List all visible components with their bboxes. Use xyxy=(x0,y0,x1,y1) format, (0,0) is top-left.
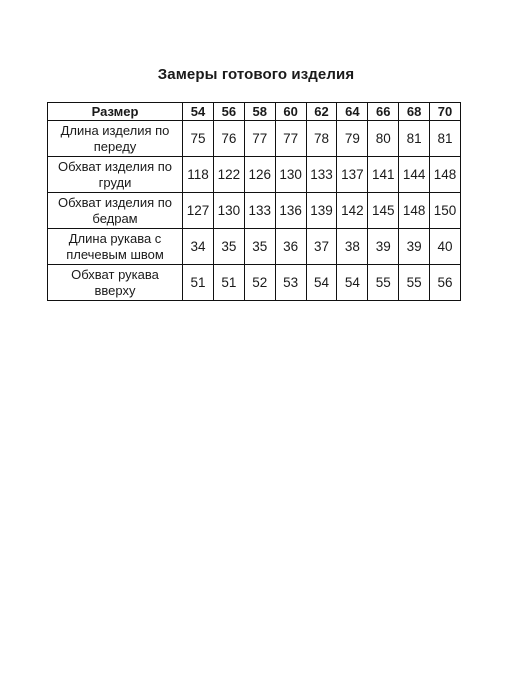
table-cell: 51 xyxy=(213,265,244,301)
document-title: Замеры готового изделия xyxy=(157,66,355,83)
table-row xyxy=(48,229,461,265)
table-cell: 126 xyxy=(244,157,275,193)
header-size: 62 xyxy=(306,103,337,121)
table-cell: 56 xyxy=(430,265,461,301)
table-cell: 55 xyxy=(368,265,399,301)
table-cell: 40 xyxy=(430,229,461,265)
table-header-row xyxy=(48,103,461,121)
table-cell: 54 xyxy=(306,265,337,301)
header-size: 54 xyxy=(183,103,214,121)
table-cell: 78 xyxy=(306,121,337,157)
table-cell: 133 xyxy=(244,193,275,229)
table-cell: 35 xyxy=(213,229,244,265)
table-cell: 35 xyxy=(244,229,275,265)
table-cell: 81 xyxy=(399,121,430,157)
row-label: Обхват изделия по груди xyxy=(48,157,183,193)
row-label: Обхват изделия по бедрам xyxy=(48,193,183,229)
table-cell: 122 xyxy=(213,157,244,193)
table-cell: 54 xyxy=(337,265,368,301)
table-cell: 53 xyxy=(275,265,306,301)
table-cell: 39 xyxy=(368,229,399,265)
table-cell: 77 xyxy=(244,121,275,157)
table-cell: 55 xyxy=(399,265,430,301)
table-cell: 148 xyxy=(430,157,461,193)
table-cell: 127 xyxy=(183,193,214,229)
table-cell: 34 xyxy=(183,229,214,265)
table-cell: 142 xyxy=(337,193,368,229)
table-cell: 130 xyxy=(275,157,306,193)
table-cell: 76 xyxy=(213,121,244,157)
table-cell: 37 xyxy=(306,229,337,265)
size-measurements-table xyxy=(47,102,461,301)
table-cell: 81 xyxy=(430,121,461,157)
table-cell: 77 xyxy=(275,121,306,157)
table-cell: 144 xyxy=(399,157,430,193)
header-size: 66 xyxy=(368,103,399,121)
table-cell: 141 xyxy=(368,157,399,193)
header-size: 60 xyxy=(275,103,306,121)
table-row xyxy=(48,193,461,229)
header-size: 58 xyxy=(244,103,275,121)
row-label: Длина изделия по переду xyxy=(48,121,183,157)
header-size: 70 xyxy=(430,103,461,121)
table-cell: 36 xyxy=(275,229,306,265)
table-cell: 145 xyxy=(368,193,399,229)
table-cell: 38 xyxy=(337,229,368,265)
header-label-size: Размер xyxy=(48,103,183,121)
table-cell: 150 xyxy=(430,193,461,229)
table-cell: 148 xyxy=(399,193,430,229)
row-label: Обхват рукава вверху xyxy=(48,265,183,301)
table-row xyxy=(48,121,461,157)
table-row xyxy=(48,157,461,193)
table-cell: 136 xyxy=(275,193,306,229)
table-cell: 80 xyxy=(368,121,399,157)
table-cell: 79 xyxy=(337,121,368,157)
table-cell: 75 xyxy=(183,121,214,157)
table-cell: 139 xyxy=(306,193,337,229)
table-row xyxy=(48,265,461,301)
table-cell: 39 xyxy=(399,229,430,265)
table-cell: 137 xyxy=(337,157,368,193)
header-size: 56 xyxy=(213,103,244,121)
table-cell: 118 xyxy=(183,157,214,193)
table-cell: 52 xyxy=(244,265,275,301)
header-size: 64 xyxy=(337,103,368,121)
table-cell: 133 xyxy=(306,157,337,193)
row-label: Длина рукава с плечевым швом xyxy=(48,229,183,265)
table-cell: 51 xyxy=(183,265,214,301)
table-cell: 130 xyxy=(213,193,244,229)
header-size: 68 xyxy=(399,103,430,121)
